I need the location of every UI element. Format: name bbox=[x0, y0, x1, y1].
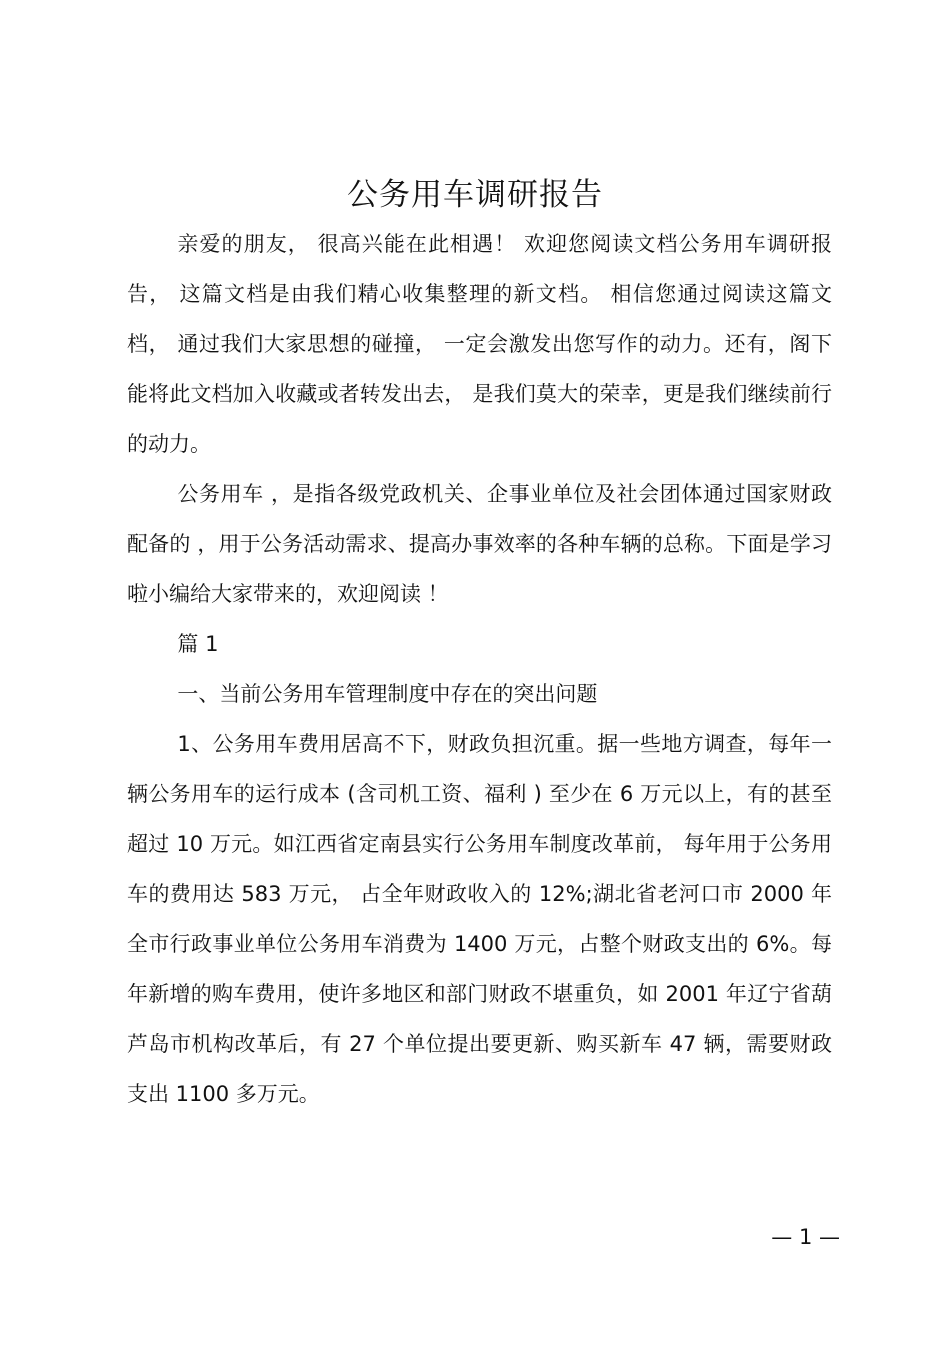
page-number: — 1 — bbox=[771, 1225, 840, 1249]
cost-paragraph: 1、公务用车费用居高不下，财政负担沉重。据一些地方调查，每年一辆公务用车的运行成本 (含司机工资、福利 ) 至少在 6 万元以上，有的甚至超过 10 万元。如江西省定南县实行公务用车制度改革前， 每年用于公务用车的费用达 583 万元， 占全年财政收入的 12%;湖北省老河口市 2000 年全市行政事业单位公务用车消费为 1400 万元，占整个财政支出的 6%。每年新增的购车费用，使许多地区和部门财政不堪重负，如 2001 年辽宁省葫芦岛市机构改革后，有 27 个单位提出要更新、购买新车 47 辆，需要财政支出 1100 多万元。 bbox=[127, 732, 832, 1106]
definition-paragraph: 公务用车 ，是指各级党政机关、企事业单位及社会团体通过国家财政配备的 ，用于公务活动需求、提高办事效率的各种车辆的总称。下面是学习啦小编给大家带来的，欢迎阅读 ！ bbox=[127, 482, 832, 606]
section-label: 篇 1 bbox=[177, 632, 219, 656]
intro-paragraph: 亲爱的朋友， 很高兴能在此相遇！ 欢迎您阅读文档公务用车调研报告， 这篇文档是由我们精心收集整理的新文档。 相信您通过阅读这篇文档， 通过我们大家思想的碰撞， 一定会激发出您写作的动力。还有，阁下能将此文档加入收藏或者转发出去， 是我们莫大的荣幸，更是我们继续前行的动力。 bbox=[127, 232, 832, 456]
document-body bbox=[127, 219, 832, 1119]
section-heading: 一、当前公务用车管理制度中存在的突出问题 bbox=[177, 682, 598, 706]
document-title: 公务用车调研报告 bbox=[347, 177, 603, 213]
